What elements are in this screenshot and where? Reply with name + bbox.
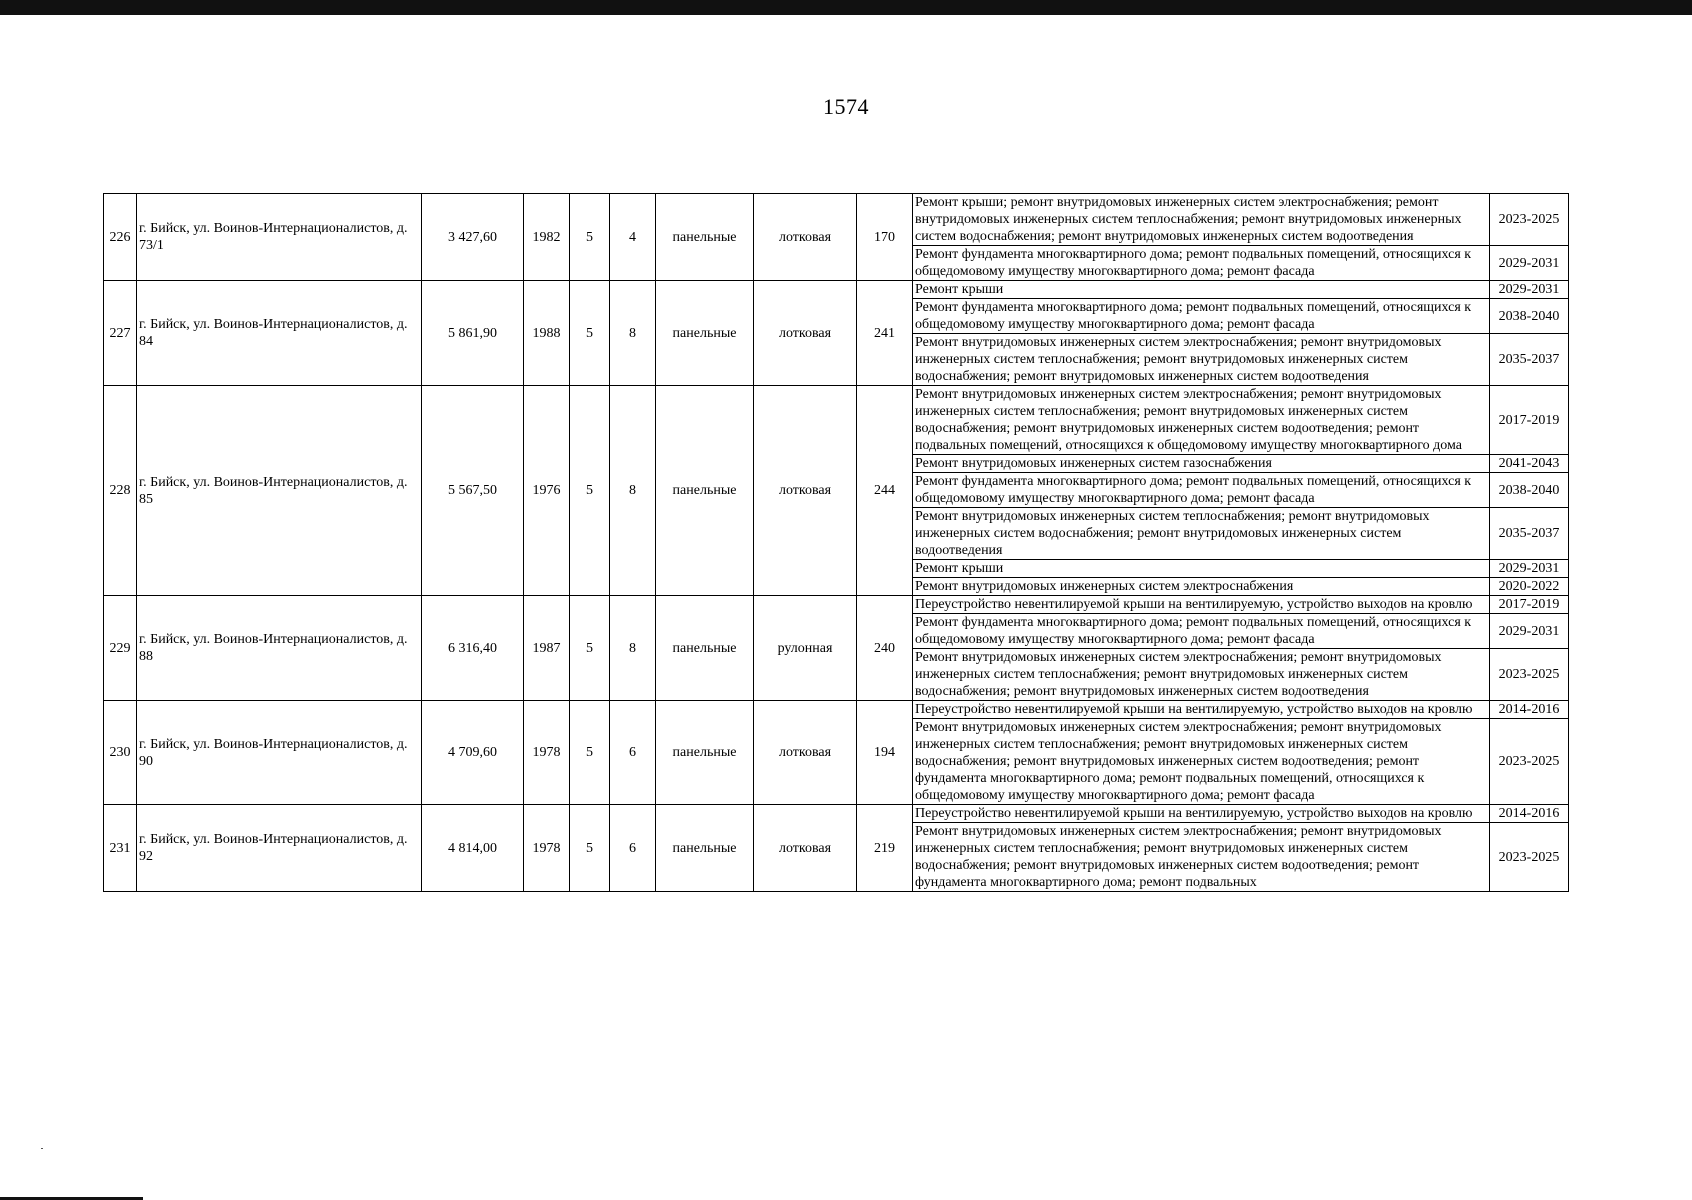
roof-cell: лотковая bbox=[754, 386, 857, 596]
year-cell: 1978 bbox=[524, 701, 570, 805]
entrances-cell: 6 bbox=[610, 701, 656, 805]
repair-schedule-table bbox=[103, 193, 1569, 892]
period-cell: 2035-2037 bbox=[1490, 508, 1569, 560]
apartments-cell: 170 bbox=[857, 194, 913, 281]
area-cell: 3 427,60 bbox=[422, 194, 524, 281]
table-row bbox=[104, 701, 1569, 719]
address-cell: г. Бийск, ул. Воинов-Интернационалистов, д. 90 bbox=[137, 701, 422, 805]
row-number: 229 bbox=[104, 596, 137, 701]
entrances-cell: 8 bbox=[610, 596, 656, 701]
roof-cell: лотковая bbox=[754, 701, 857, 805]
period-cell: 2023-2025 bbox=[1490, 649, 1569, 701]
work-description-cell: Ремонт внутридомовых инженерных систем газоснабжения bbox=[913, 455, 1490, 473]
apartments-cell: 244 bbox=[857, 386, 913, 596]
row-number: 228 bbox=[104, 386, 137, 596]
period-cell: 2038-2040 bbox=[1490, 299, 1569, 334]
table-row bbox=[104, 805, 1569, 823]
floors-cell: 5 bbox=[570, 805, 610, 892]
work-description-cell: Ремонт крыши bbox=[913, 560, 1490, 578]
row-number: 227 bbox=[104, 281, 137, 386]
work-description-cell: Переустройство невентилируемой крыши на вентилируемую, устройство выходов на кровлю bbox=[913, 805, 1490, 823]
floors-cell: 5 bbox=[570, 194, 610, 281]
roof-cell: рулонная bbox=[754, 596, 857, 701]
work-description-cell: Ремонт внутридомовых инженерных систем электроснабжения bbox=[913, 578, 1490, 596]
period-cell: 2017-2019 bbox=[1490, 596, 1569, 614]
roof-cell: лотковая bbox=[754, 194, 857, 281]
area-cell: 6 316,40 bbox=[422, 596, 524, 701]
walls-cell: панельные bbox=[656, 281, 754, 386]
entrances-cell: 4 bbox=[610, 194, 656, 281]
period-cell: 2023-2025 bbox=[1490, 194, 1569, 246]
table-body bbox=[104, 194, 1569, 892]
table-row bbox=[104, 386, 1569, 455]
roof-cell: лотковая bbox=[754, 805, 857, 892]
address-cell: г. Бийск, ул. Воинов-Интернационалистов, д. 88 bbox=[137, 596, 422, 701]
period-cell: 2014-2016 bbox=[1490, 701, 1569, 719]
apartments-cell: 241 bbox=[857, 281, 913, 386]
roof-cell: лотковая bbox=[754, 281, 857, 386]
work-description-cell: Ремонт внутридомовых инженерных систем электроснабжения; ремонт внутридомовых инженерных систем теплоснабжения; ремонт внутридомовых инженерных систем водоснабжения; ремонт внутридомовых инженерных систем водоотведения; ремонт подвальных помещений, относящихся к общедомовому имуществу многоквартирного дома bbox=[913, 386, 1490, 455]
row-number: 230 bbox=[104, 701, 137, 805]
floors-cell: 5 bbox=[570, 596, 610, 701]
period-cell: 2023-2025 bbox=[1490, 823, 1569, 892]
year-cell: 1987 bbox=[524, 596, 570, 701]
table-row bbox=[104, 281, 1569, 299]
area-cell: 5 861,90 bbox=[422, 281, 524, 386]
period-cell: 2017-2019 bbox=[1490, 386, 1569, 455]
entrances-cell: 8 bbox=[610, 386, 656, 596]
area-cell: 4 814,00 bbox=[422, 805, 524, 892]
apartments-cell: 219 bbox=[857, 805, 913, 892]
period-cell: 2029-2031 bbox=[1490, 614, 1569, 649]
work-description-cell: Ремонт внутридомовых инженерных систем электроснабжения; ремонт внутридомовых инженерных систем теплоснабжения; ремонт внутридомовых инженерных систем водоснабжения; ремонт внутридомовых инженерных систем водоотведения; ремонт фундамента многоквартирного дома; ремонт подвальных помещений, относящихся к общедомовому имуществу многоквартирного дома; ремонт фасада bbox=[913, 719, 1490, 805]
table-row bbox=[104, 596, 1569, 614]
period-cell: 2020-2022 bbox=[1490, 578, 1569, 596]
table-row bbox=[104, 194, 1569, 246]
floors-cell: 5 bbox=[570, 281, 610, 386]
year-cell: 1976 bbox=[524, 386, 570, 596]
work-description-cell: Ремонт фундамента многоквартирного дома; ремонт подвальных помещений, относящихся к общедомовому имуществу многоквартирного дома; ремонт фасада bbox=[913, 246, 1490, 281]
row-number: 226 bbox=[104, 194, 137, 281]
walls-cell: панельные bbox=[656, 805, 754, 892]
period-cell: 2029-2031 bbox=[1490, 246, 1569, 281]
year-cell: 1978 bbox=[524, 805, 570, 892]
period-cell: 2035-2037 bbox=[1490, 334, 1569, 386]
work-description-cell: Ремонт крыши; ремонт внутридомовых инженерных систем электроснабжения; ремонт внутридомовых инженерных систем теплоснабжения; ремонт внутридомовых инженерных систем водоснабжения; ремонт внутридомовых инженерных систем водоотведения bbox=[913, 194, 1490, 246]
floors-cell: 5 bbox=[570, 386, 610, 596]
entrances-cell: 6 bbox=[610, 805, 656, 892]
period-cell: 2023-2025 bbox=[1490, 719, 1569, 805]
address-cell: г. Бийск, ул. Воинов-Интернационалистов, д. 84 bbox=[137, 281, 422, 386]
year-cell: 1988 bbox=[524, 281, 570, 386]
work-description-cell: Ремонт внутридомовых инженерных систем теплоснабжения; ремонт внутридомовых инженерных систем водоснабжения; ремонт внутридомовых инженерных систем водоотведения bbox=[913, 508, 1490, 560]
period-cell: 2029-2031 bbox=[1490, 560, 1569, 578]
work-description-cell: Переустройство невентилируемой крыши на вентилируемую, устройство выходов на кровлю bbox=[913, 701, 1490, 719]
scan-speck bbox=[41, 1148, 43, 1149]
work-description-cell: Ремонт фундамента многоквартирного дома; ремонт подвальных помещений, относящихся к общедомовому имуществу многоквартирного дома; ремонт фасада bbox=[913, 299, 1490, 334]
row-number: 231 bbox=[104, 805, 137, 892]
walls-cell: панельные bbox=[656, 701, 754, 805]
area-cell: 5 567,50 bbox=[422, 386, 524, 596]
apartments-cell: 194 bbox=[857, 701, 913, 805]
apartments-cell: 240 bbox=[857, 596, 913, 701]
floors-cell: 5 bbox=[570, 701, 610, 805]
period-cell: 2014-2016 bbox=[1490, 805, 1569, 823]
work-description-cell: Ремонт крыши bbox=[913, 281, 1490, 299]
period-cell: 2041-2043 bbox=[1490, 455, 1569, 473]
work-description-cell: Ремонт внутридомовых инженерных систем электроснабжения; ремонт внутридомовых инженерных систем теплоснабжения; ремонт внутридомовых инженерных систем водоснабжения; ремонт внутридомовых инженерных систем водоотведения bbox=[913, 649, 1490, 701]
scan-top-border bbox=[0, 0, 1692, 15]
walls-cell: панельные bbox=[656, 194, 754, 281]
work-description-cell: Ремонт внутридомовых инженерных систем электроснабжения; ремонт внутридомовых инженерных систем теплоснабжения; ремонт внутридомовых инженерных систем водоснабжения; ремонт внутридомовых инженерных систем водоотведения; ремонт фундамента многоквартирного дома; ремонт подвальных bbox=[913, 823, 1490, 892]
address-cell: г. Бийск, ул. Воинов-Интернационалистов, д. 73/1 bbox=[137, 194, 422, 281]
work-description-cell: Переустройство невентилируемой крыши на вентилируемую, устройство выходов на кровлю bbox=[913, 596, 1490, 614]
address-cell: г. Бийск, ул. Воинов-Интернационалистов, д. 85 bbox=[137, 386, 422, 596]
walls-cell: панельные bbox=[656, 596, 754, 701]
period-cell: 2038-2040 bbox=[1490, 473, 1569, 508]
work-description-cell: Ремонт фундамента многоквартирного дома; ремонт подвальных помещений, относящихся к общедомовому имуществу многоквартирного дома; ремонт фасада bbox=[913, 473, 1490, 508]
work-description-cell: Ремонт фундамента многоквартирного дома; ремонт подвальных помещений, относящихся к общедомовому имуществу многоквартирного дома; ремонт фасада bbox=[913, 614, 1490, 649]
walls-cell: панельные bbox=[656, 386, 754, 596]
work-description-cell: Ремонт внутридомовых инженерных систем электроснабжения; ремонт внутридомовых инженерных систем теплоснабжения; ремонт внутридомовых инженерных систем водоснабжения; ремонт внутридомовых инженерных систем водоотведения bbox=[913, 334, 1490, 386]
entrances-cell: 8 bbox=[610, 281, 656, 386]
address-cell: г. Бийск, ул. Воинов-Интернационалистов, д. 92 bbox=[137, 805, 422, 892]
year-cell: 1982 bbox=[524, 194, 570, 281]
page-number: 1574 bbox=[823, 94, 869, 119]
area-cell: 4 709,60 bbox=[422, 701, 524, 805]
period-cell: 2029-2031 bbox=[1490, 281, 1569, 299]
